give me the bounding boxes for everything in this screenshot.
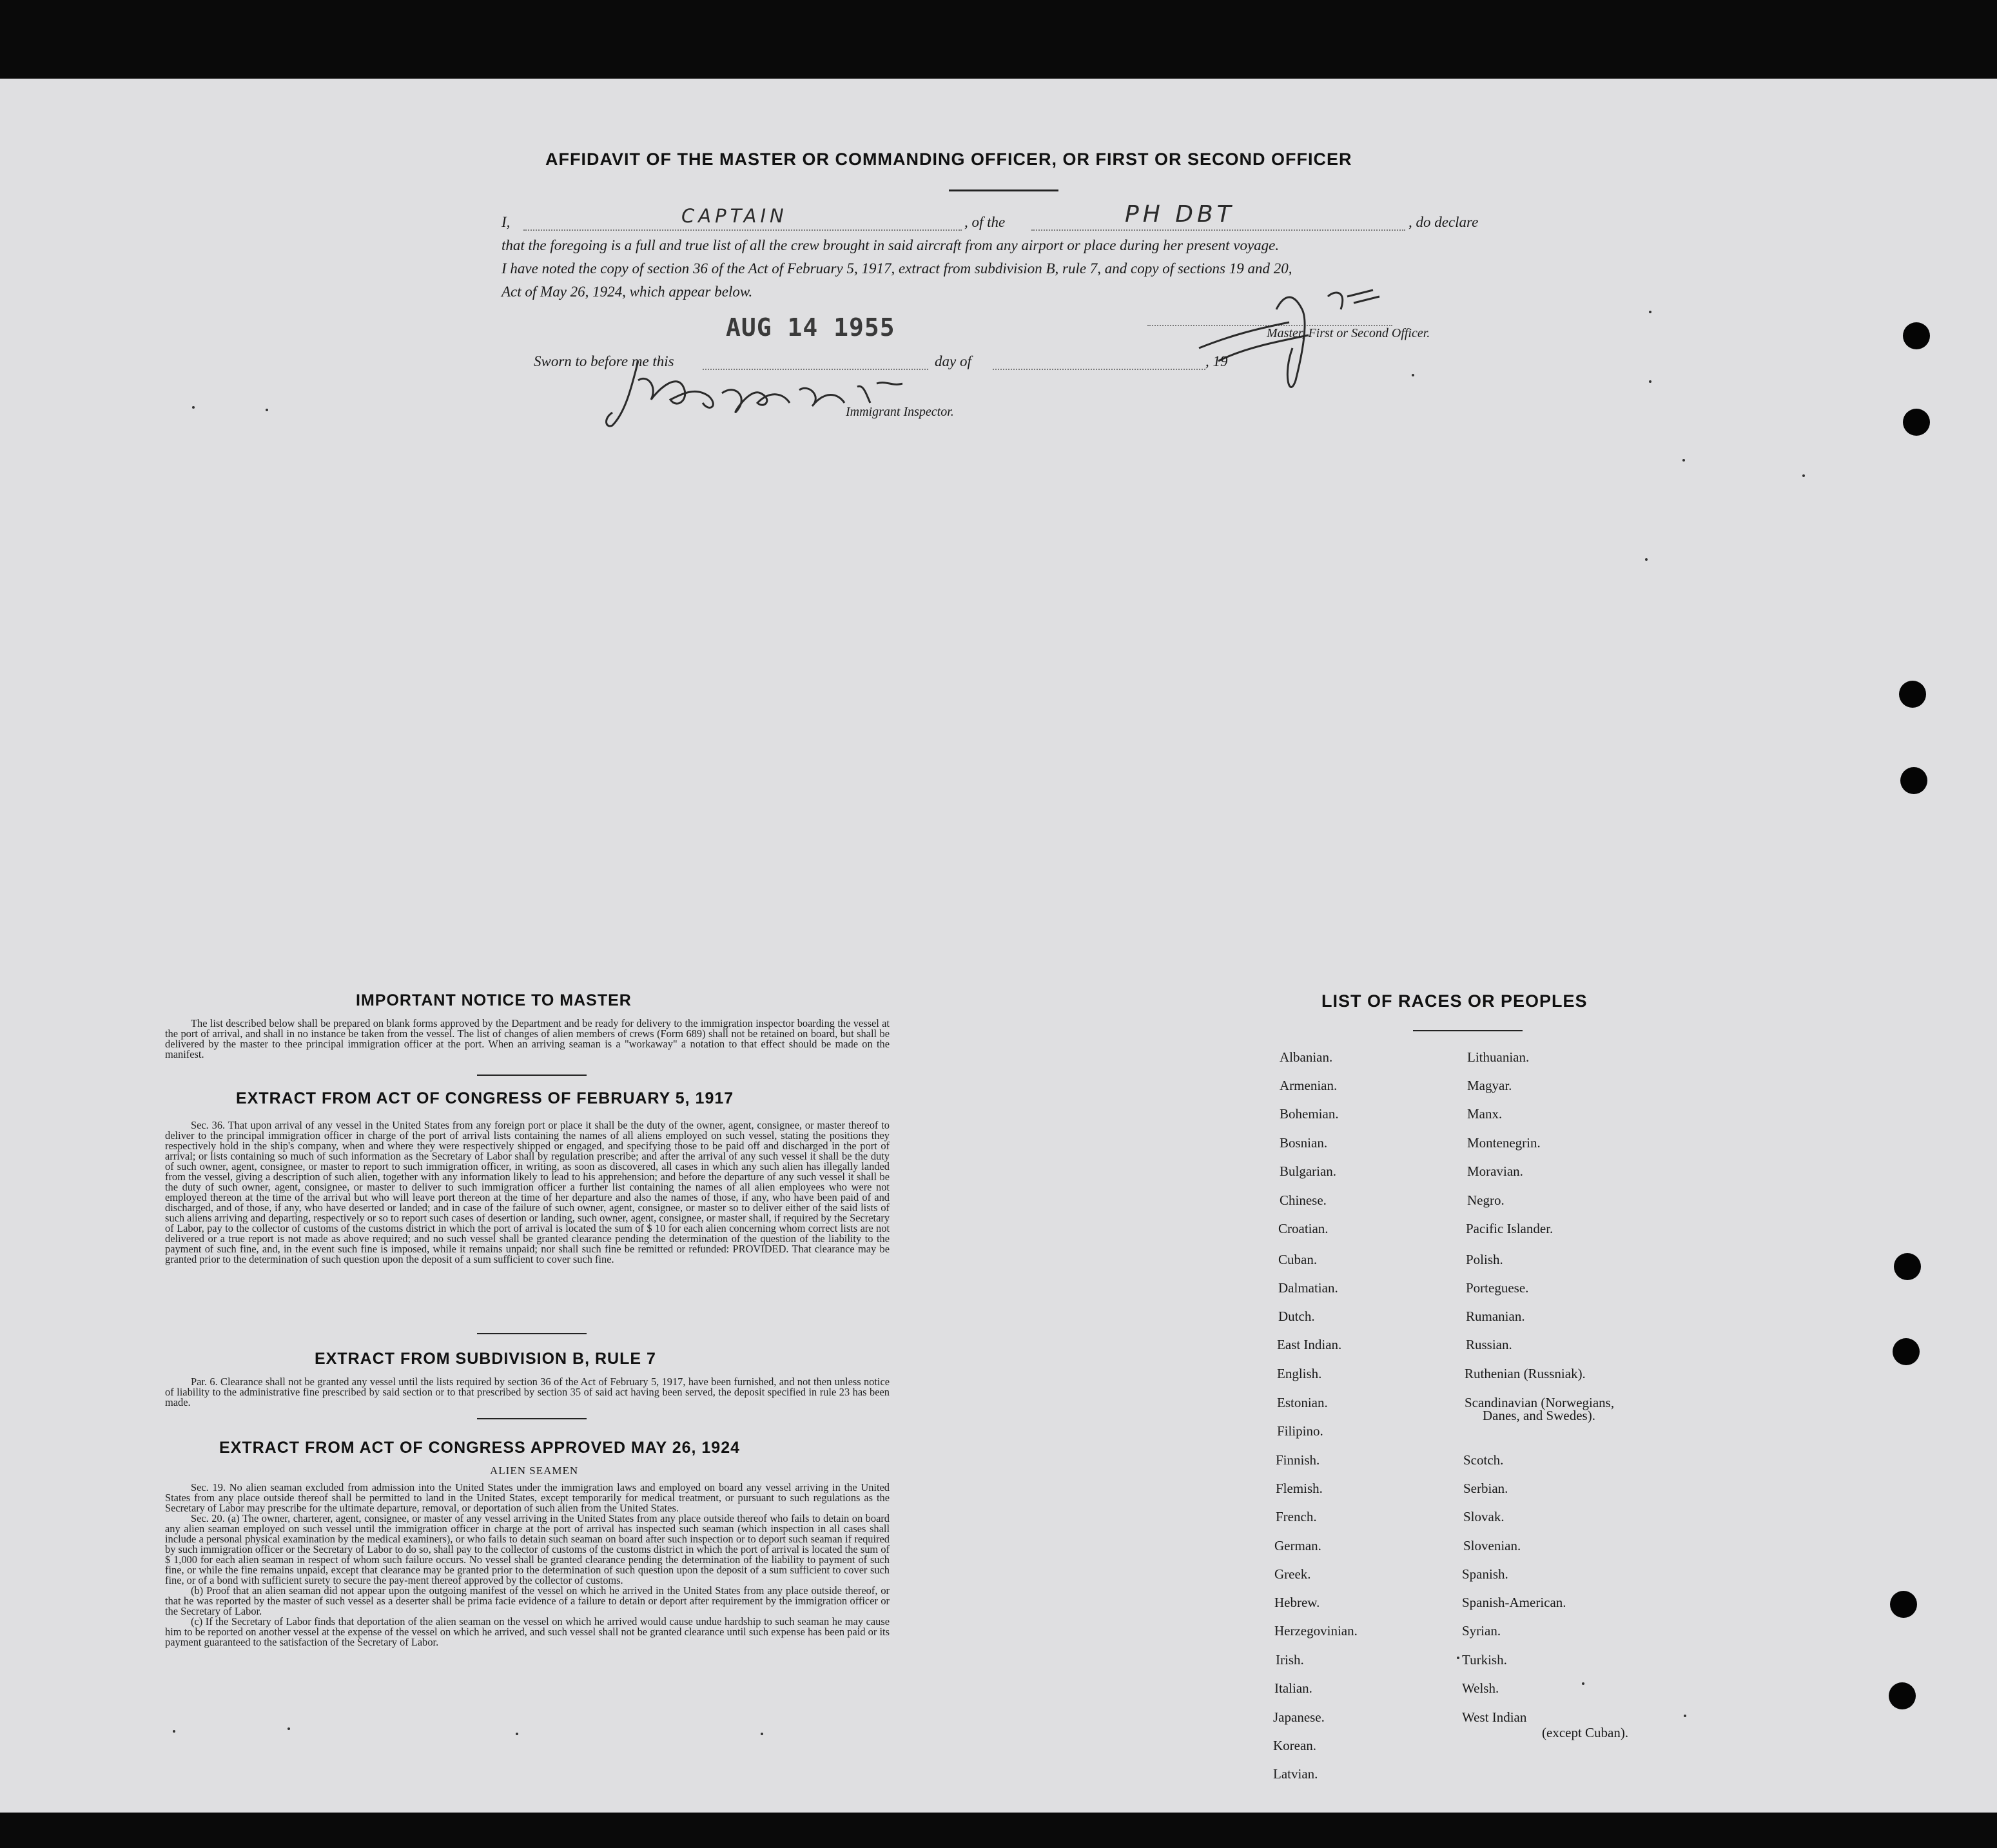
captain-handwritten: CAPTAIN — [681, 205, 788, 227]
race-item: Korean. — [1273, 1738, 1317, 1753]
race-item: Chinese. — [1280, 1192, 1327, 1208]
race-item: Spanish. — [1462, 1566, 1508, 1582]
dust-speck — [266, 409, 268, 411]
extract-1917-text — [165, 1120, 890, 1265]
dust-speck — [173, 1730, 175, 1733]
race-item: Porteguese. — [1466, 1280, 1529, 1296]
race-item: Welsh. — [1462, 1680, 1499, 1696]
race-item: Slovenian. — [1463, 1538, 1521, 1553]
race-item: Serbian. — [1463, 1481, 1508, 1496]
extract-1924-title: EXTRACT FROM ACT OF CONGRESS APPROVED MAY 26, 1924 — [219, 1439, 741, 1457]
race-item: (except Cuban). — [1542, 1725, 1629, 1740]
extract-1924-text — [165, 1483, 890, 1648]
name-blank — [523, 229, 962, 231]
subdivision-b-text — [165, 1377, 890, 1408]
race-item: Negro. — [1467, 1192, 1505, 1208]
officer-label: Master, First or Second Officer. — [1267, 326, 1430, 340]
sec-20a-paragraph: Sec. 20. (a) The owner, charterer, agent, consignee, or master of any vessel arriving in the United States from any place outside thereof who fails to detain on board any alien seaman employed on such vessel until the immigration officer in charge at the port of arrival has inspected such seaman (which inspection in all cases shall include a personal physical examination by the medical examiners), or who fails to detain such seaman on board after such inspection or to deport such seaman if required by such immigration officer or the Secretary of Labor to do so, shall pay to the collector of customs of the customs district in which the port of arrival is located the sum of $ 1,000 for each alien seaman in respect of whom such failure occurs. No vessel shall be granted clearance pending the determination of the liability to payment of such fine, or while the fine remains unpaid, except that clearance may be granted prior to the determination of such question upon the deposit of a sum sufficient to cover such fine, or of a bond with sufficient surety to secure the pay-ment thereof approved by the collector of customs. — [165, 1512, 890, 1586]
race-item: Dalmatian. — [1278, 1280, 1338, 1296]
race-item: Albanian. — [1280, 1049, 1333, 1065]
race-item: Greek. — [1274, 1566, 1311, 1582]
sworn-year: , 19 — [1205, 353, 1228, 369]
race-item: Manx. — [1467, 1106, 1503, 1122]
punch-hole — [1889, 1682, 1916, 1709]
race-item: German. — [1274, 1538, 1321, 1553]
notice-paragraph: The list described below shall be prepared on blank forms approved by the Department and be ready for delivery to the immigration inspector boarding the vessel at the port of arrival, and shall in no instance be taken from the vessel. The list of changes of alien members of crews (Form 689) shall not be retained on board, but shall be delivered by the master to thee principal immigration officer at the port. When an arriving seaman is a "workaway" a notation to that effect should be made on the manifest. — [165, 1017, 890, 1060]
section-36-paragraph: Sec. 36. That upon arrival of any vessel in the United States from any foreign port or place it shall be the duty of the owner, agent, consignee, or master thereof to deliver to the principal immigration officer in charge of the port of arrival lists containing the names of all aliens employed on such vessel, stating the positions they respectively hold in the ship's company, when and where they were respectively shipped or engaged, and specifying those to be paid off and discharged in the port of arrival; or lists containing so much of such information as the Secretary of Labor shall by regulation prescribe; and after the arrival of any such vessel it shall be the duty of such owner, agent, consignee, or master to report to such immigration officer, in writing, as soon as discovered, all cases in which any such alien has illegally landed from the vessel, giving a description of such alien, together with any information likely to lead to his apprehension; and before the departure of any such vessel it shall be the duty of such owner, agent, consignee, or master to deliver to such immigration officer a further list containing the names of all alien employees who were not employed thereon at the time of the arrival but who will leave port thereon at the time of her departure and also the names of those, if any, who have been paid of and discharged, and of those, if any, who have deserted or landed; and in case of the failure of such owner, agent, consignee, or master so to deliver either of the said lists of such aliens arriving and departing, respectively or so to report such cases of desertion or landing, such owner, agent, consignee, or master shall, if required by the Secretary of Labor, pay to the collector of customs of the customs district in which the port of arrival is located the sum of $ 10 for each alien concerning whom correct lists are not delivered or a true report is not made as above required; and no such vessel shall be granted clearance pending the determination of the question of the liability to the payment of such fine, and, in the event such fine is imposed, while it remains unpaid; nor shall such fine be remitted or refunded: PROVIDED. That clearance may be granted prior to the determination of such question upon the deposit of a sum sufficient to cover such fine. — [165, 1119, 890, 1265]
race-item: Italian. — [1274, 1680, 1312, 1696]
race-item: Magyar. — [1467, 1078, 1512, 1093]
notice-rule — [477, 1075, 587, 1076]
race-item: Japanese. — [1273, 1709, 1325, 1725]
notice-title: IMPORTANT NOTICE TO MASTER — [356, 991, 632, 1009]
race-item: Scotch. — [1463, 1452, 1504, 1468]
punch-hole — [1890, 1591, 1917, 1618]
aircraft-blank — [1031, 229, 1405, 231]
sworn-month-blank — [993, 369, 1205, 370]
race-item: Finnish. — [1276, 1452, 1320, 1468]
punch-hole — [1903, 409, 1930, 436]
affidavit-line1-suffix: , do declare — [1408, 214, 1479, 230]
dust-speck — [516, 1733, 518, 1735]
race-item: Scandinavian (Norwegians, — [1465, 1395, 1615, 1410]
punch-hole — [1899, 681, 1926, 708]
race-item: Syrian. — [1462, 1623, 1501, 1639]
extract-1917-rule — [477, 1333, 587, 1334]
race-item: Moravian. — [1467, 1163, 1523, 1179]
race-item: Rumanian. — [1466, 1308, 1525, 1324]
dust-speck — [1582, 1682, 1584, 1685]
alien-seamen-subtitle: ALIEN SEAMEN — [490, 1464, 579, 1477]
race-item: West Indian — [1462, 1709, 1527, 1725]
race-item: Latvian. — [1273, 1766, 1318, 1782]
race-item: Estonian. — [1277, 1395, 1328, 1410]
race-item: Irish. — [1276, 1652, 1304, 1668]
aircraft-handwritten: PH DBT — [1125, 201, 1235, 228]
sec-20c-paragraph: (c) If the Secretary of Labor finds that deportation of the alien seaman on the vessel on which he arrived would cause undue hardship to such seaman he may cause him to be reported on another vessel at the expense of the vessel on which he arrived, and such vessel shall not be granted clearance until such expense has been paid or its payment guaranteed to the satisfaction of the Secretary of Labor. — [165, 1615, 890, 1648]
race-item: Dutch. — [1278, 1308, 1315, 1324]
race-item: Filipino. — [1277, 1423, 1323, 1439]
race-item: English. — [1277, 1366, 1322, 1381]
subdivision-b-rule — [477, 1418, 587, 1419]
punch-hole — [1893, 1338, 1920, 1365]
affidavit-line1-prefix: I, — [502, 214, 511, 230]
affidavit-line4: Act of May 26, 1924, which appear below. — [502, 284, 753, 300]
dust-speck — [1802, 474, 1805, 477]
sec-20b-paragraph: (b) Proof that an alien seaman did not appear upon the outgoing manifest of the vessel on which he arrived in the United States from any place outside thereof, or that he was reported by the master of such vessel as a deserter shall be prima facie evidence of a failure to detain or deport after requirement by the immigration officer or the Secretary of Labor. — [165, 1584, 890, 1617]
race-item: Bohemian. — [1280, 1106, 1339, 1122]
dust-speck — [1684, 1715, 1686, 1717]
sec-19-paragraph: Sec. 19. No alien seaman excluded from admission into the United States under the immigration laws and employed on board any vessel arriving in the United States from any place outside thereof shall be permitted to land in the United States, except temporarily for medical treatment, or pursuant to such regulations as the Secretary of Labor may prescribe for the ultimate departure, removal, or deportation of such alien from the United States. — [165, 1481, 890, 1514]
race-item: Herzegovinian. — [1274, 1623, 1358, 1639]
extract-1917-title: EXTRACT FROM ACT OF CONGRESS OF FEBRUARY 5, 1917 — [236, 1089, 734, 1107]
date-stamp: AUG 14 1955 — [726, 313, 895, 342]
race-item: Ruthenian (Russniak). — [1465, 1366, 1586, 1381]
race-item: Spanish-American. — [1462, 1595, 1566, 1610]
races-rule — [1413, 1030, 1523, 1031]
race-item: East Indian. — [1277, 1337, 1342, 1352]
race-item: Slovak. — [1463, 1509, 1505, 1524]
races-title: LIST OF RACES OR PEOPLES — [1321, 991, 1588, 1011]
race-item: Montenegrin. — [1467, 1135, 1541, 1151]
dust-speck — [1412, 374, 1414, 376]
race-item: Cuban. — [1278, 1252, 1318, 1267]
sworn-day-label: day of — [935, 353, 971, 369]
inspector-label: Immigrant Inspector. — [846, 405, 954, 419]
race-item: Croatian. — [1278, 1221, 1329, 1236]
race-item: Turkish. — [1462, 1652, 1507, 1668]
race-item: Hebrew. — [1274, 1595, 1320, 1610]
race-item: Flemish. — [1276, 1481, 1323, 1496]
subdivision-b-title: EXTRACT FROM SUBDIVISION B, RULE 7 — [315, 1350, 656, 1368]
affidavit-line2: that the foregoing is a full and true list of all the crew brought in said aircraft from any airport or place during her present voyage. — [502, 237, 1280, 253]
dust-speck — [761, 1733, 763, 1735]
affidavit-title: AFFIDAVIT OF THE MASTER OR COMMANDING OFFICER, OR FIRST OR SECOND OFFICER — [545, 150, 1352, 169]
par-6-paragraph: Par. 6. Clearance shall not be granted any vessel until the lists required by section 36 of the Act of February 5, 1917, have been furnished, and not then unless notice of liability to the administrative fine prescribed by said section or to that prescribed by section 35 of said act having been served, the deposit specified in rule 23 has been made. — [165, 1376, 890, 1408]
punch-hole — [1894, 1253, 1921, 1280]
dust-speck — [192, 406, 195, 409]
sworn-prefix: Sworn to before me this — [534, 353, 674, 369]
punch-hole — [1903, 322, 1930, 349]
dust-speck — [1457, 1657, 1459, 1659]
affidavit-line3: I have noted the copy of section 36 of the Act of February 5, 1917, extract from subdivision B, rule 7, and copy of sections 19 and 20, — [502, 260, 1292, 277]
race-item: Russian. — [1466, 1337, 1512, 1352]
race-item: Bulgarian. — [1280, 1163, 1337, 1179]
dust-speck — [1645, 558, 1648, 561]
race-item: Danes, and Swedes). — [1483, 1408, 1595, 1423]
notice-text — [165, 1018, 890, 1060]
race-item: Lithuanian. — [1467, 1049, 1530, 1065]
title-rule — [949, 190, 1058, 191]
punch-hole — [1900, 767, 1927, 794]
dust-speck — [1649, 311, 1651, 313]
race-item: French. — [1276, 1509, 1317, 1524]
dust-speck — [287, 1727, 290, 1730]
race-item: Pacific Islander. — [1466, 1221, 1554, 1236]
dust-speck — [1682, 459, 1685, 462]
race-item: Armenian. — [1280, 1078, 1338, 1093]
affidavit-line1-mid: , of the — [964, 214, 1006, 230]
race-item: Bosnian. — [1280, 1135, 1328, 1151]
race-item: Polish. — [1466, 1252, 1503, 1267]
dust-speck — [1649, 380, 1651, 383]
